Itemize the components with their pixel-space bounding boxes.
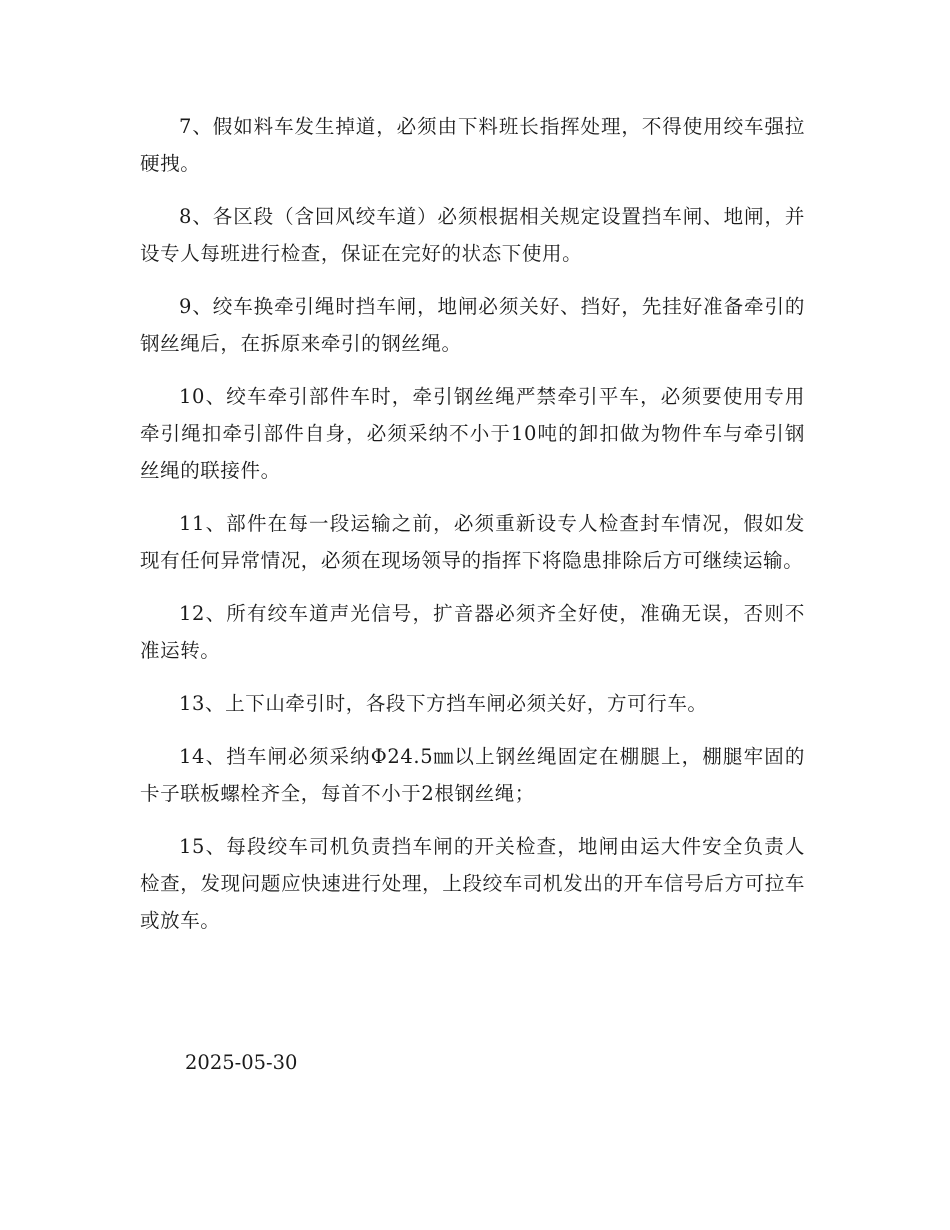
document-body xyxy=(140,108,805,955)
paragraph-item-11: 11、部件在每一段运输之前，必须重新设专人检查封车情况，假如发现有任何异常情况，必须在现场领导的指挥下将隐患排除后方可继续运输。 xyxy=(140,512,805,572)
paragraph-item-13: 13、上下山牵引时，各段下方挡车闸必须关好，方可行车。 xyxy=(179,692,708,715)
paragraph-item-15: 15、每段绞车司机负责挡车闸的开关检查，地闸由运大件安全负责人检查，发现问题应快速进行处理，上段绞车司机发出的开车信号后方可拉车或放车。 xyxy=(140,835,805,932)
document-date: 2025-05-30 xyxy=(185,1051,298,1074)
paragraph-item-14: 14、挡车闸必须采纳Φ24.5㎜以上钢丝绳固定在棚腿上，棚腿牢固的卡子联板螺栓齐全，每首不小于2根钢丝绳； xyxy=(140,745,805,805)
paragraph-item-7: 7、假如料车发生掉道，必须由下料班长指挥处理，不得使用绞车强拉硬拽。 xyxy=(140,115,805,175)
paragraph-item-10: 10、绞车牵引部件车时，牵引钢丝绳严禁牵引平车，必须要使用专用牵引绳扣牵引部件自身，必须采纳不小于10吨的卸扣做为物件车与牵引钢丝绳的联接件。 xyxy=(140,385,805,482)
paragraph-item-12: 12、所有绞车道声光信号，扩音器必须齐全好使，准确无误，否则不准运转。 xyxy=(140,602,805,662)
paragraph-item-9: 9、绞车换牵引绳时挡车闸，地闸必须关好、挡好，先挂好准备牵引的钢丝绳后，在拆原来牵引的钢丝绳。 xyxy=(140,295,805,355)
paragraph-item-8: 8、各区段（含回风绞车道）必须根据相关规定设置挡车闸、地闸，并设专人每班进行检查，保证在完好的状态下使用。 xyxy=(140,205,805,265)
